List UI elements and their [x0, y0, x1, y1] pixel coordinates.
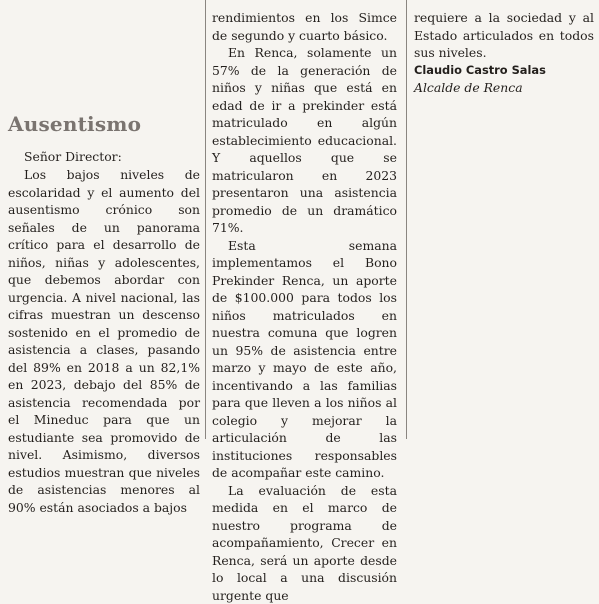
- letter-paragraph-1-end: rendimientos en los Simce de segundo y cuarto básico.: [212, 9, 397, 44]
- letter-paragraph-4: La evaluación de esta medida en el marco de nuestro programa de acompañamiento, Crecer en Renca, será un aporte desde lo local a una discusión urgente que: [212, 482, 397, 604]
- signature-role: Alcalde de Renca: [414, 79, 594, 97]
- column-1: [8, 0, 200, 449]
- column-3: [414, 0, 594, 449]
- signature-name: Claudio Castro Salas: [414, 62, 594, 80]
- letter-paragraph-3: Esta semana implementamos el Bono Prekinder Renca, un aporte de $100.000 para todos los niños matriculados en nuestra comuna que logren un 95% de asistencia entre marzo y mayo de este año, incentivando a las familias para que lleven a los niños al colegio y mejorar la articulación de las instituciones responsables de acompañar este camino.: [212, 237, 397, 482]
- letter-headline: Ausentismo: [8, 116, 141, 134]
- letter-paragraph-4-end: requiere a la sociedad y al Estado articulados en todos sus niveles.: [414, 9, 594, 62]
- letter-paragraph-2: En Renca, solamente un 57% de la generación de niños y niñas que está en edad de ir a prekinder está matriculado en algún establecimiento educacional. Y aquellos que se matricularon en 2023 presentaron una asistencia promedio de un dramático 71%.: [212, 44, 397, 237]
- letter-paragraph-1: Los bajos niveles de escolaridad y el aumento del ausentismo crónico son señales de un panorama crítico para el desarrollo de niños, niñas y adolescentes, que debemos abordar con urgencia. A nivel nacional, las cifras muestran un descenso sostenido en el promedio de asistencia a clases, pasando del 89% en 2018 a un 82,1% en 2023, debajo del 85% de asistencia recomendada por el Mineduc para que un estudiante sea promovido de nivel. Asimismo, diversos estudios muestran que niveles de asistencias menores al 90% están asociados a bajos: [8, 166, 200, 516]
- letter-salutation: Señor Director:: [24, 148, 122, 166]
- column-2: [212, 0, 397, 449]
- column-divider: [406, 0, 407, 439]
- column-divider: [205, 0, 206, 439]
